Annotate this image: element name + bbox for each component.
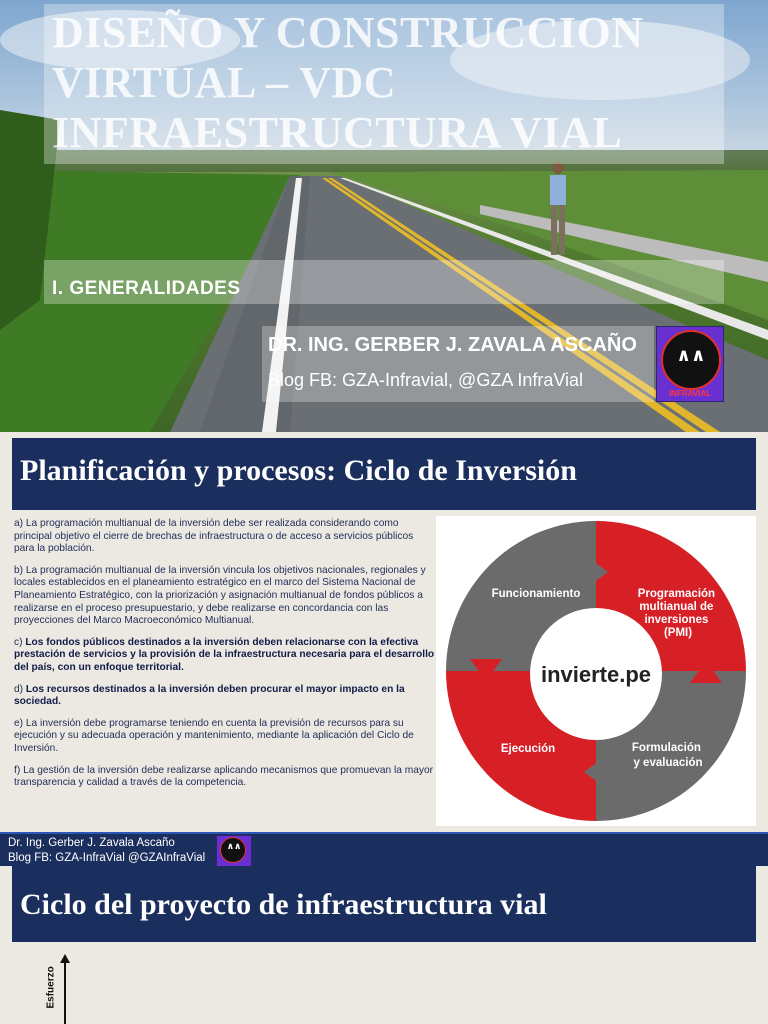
blog-handle: Blog FB: GZA-Infravial, @GZA InfraVial (268, 370, 584, 390)
logo-mark: ∧∧ (676, 345, 706, 366)
gza-logo (216, 835, 252, 867)
section-heading: I. GENERALIDADES (52, 278, 241, 299)
author-name: DR. ING. GERBER J. ZAVALA ASCAÑO (268, 334, 637, 356)
phase-label: Funcionamiento (491, 588, 581, 600)
principle-paragraph: f) La gestión de la inversión debe realizarse aplicando mecanismos que promuevan la mayor transparencia y calidad a través de la competencia. (14, 764, 434, 789)
principle-paragraph: c) Los fondos públicos destinados a la inversión deben relacionarse con la efectiva prestación de servicios y la provisión de la infraestructura necesaria para el desarrollo del país, con un enfoque territorial. (14, 636, 435, 673)
principles-text (14, 518, 436, 799)
cycle-graphic (436, 516, 756, 826)
phase-label: Ejecución (500, 743, 556, 755)
cover-title (52, 8, 722, 158)
cover-title-line: DISEÑO Y CONSTRUCCION (52, 8, 644, 57)
principle-paragraph: b) La programación multianual de la inversión vincula los objetivos nacionales, regionales y locales establecidos en el planeamiento estratégico en el marco del Sistema Nacional de Planeamiento Estratégico, con la priorización y asignación multianual de fondos públicos a realizarse en el proceso presupuestario, y debe realizarse en concordancia con las proyecciones del Marco Macroeconómico Multianual. (14, 564, 426, 627)
y-axis (64, 962, 66, 1024)
footer-blog: Blog FB: GZA-InfraVial @GZAInfraVial (8, 852, 206, 864)
phase-label: Formulación y evaluación (631, 742, 703, 769)
principle-paragraph: a) La programación multianual de la inversión debe ser realizada considerando como principal objetivo el cierre de brechas de infraestructura o de acceso a servicios públicos para la población. (14, 518, 414, 555)
y-axis-label: Esfuerzo (45, 966, 57, 1009)
principle-paragraph: d) Los recursos destinados a la inversión deben procurar el mayor impacto en la sociedad. (14, 683, 405, 708)
logo-caption: INFRAVIAL (668, 389, 712, 398)
gza-logo (656, 326, 724, 402)
investment-cycle-slide (0, 432, 768, 832)
slide-title: Planificación y procesos: Ciclo de Inversión (20, 454, 577, 487)
author-footer (0, 832, 768, 866)
investment-cycle-diagram (436, 516, 756, 826)
cover-title-line: INFRAESTRUCTURA VIAL (52, 108, 623, 157)
principle-paragraph: e) La inversión debe programarse teniendo en cuenta la previsión de recursos para su ejecución y su adecuada operación y mantenimiento, mediante la aplicación del Ciclo de Inversión. (14, 717, 414, 754)
project-cycle-slide (0, 866, 768, 1024)
phase-label: Programación multianual de inversiones (PMI) (637, 588, 716, 639)
slide-title: Ciclo del proyecto de infraestructura vial (20, 888, 547, 921)
cover-slide (0, 0, 768, 432)
footer-author: Dr. Ing. Gerber J. Zavala Ascaño (8, 837, 175, 849)
cover-title-line: VIRTUAL – VDC (52, 58, 396, 107)
logo-mark: ∧∧ (226, 842, 242, 852)
center-label: invierte.pe (540, 662, 652, 687)
